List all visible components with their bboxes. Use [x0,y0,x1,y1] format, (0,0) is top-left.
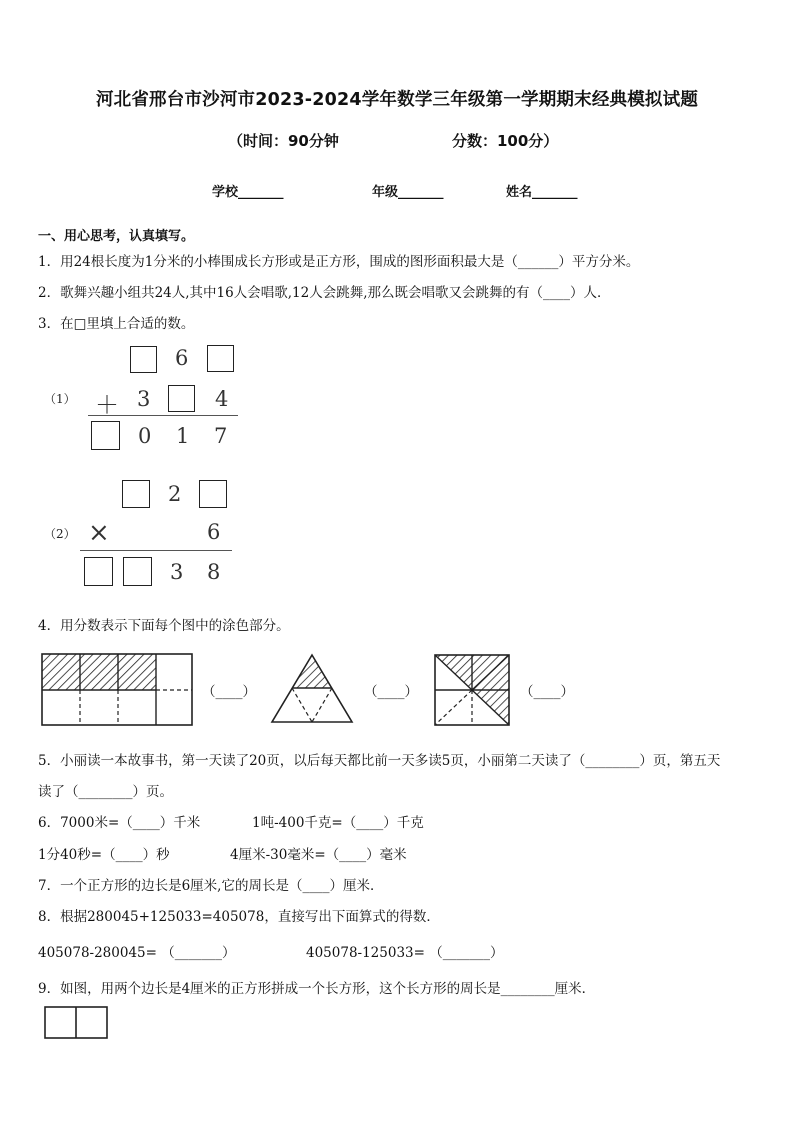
question-6-d: 4厘米-30毫米=（____）毫米 [230,847,407,863]
digit: 6 [175,346,189,370]
question-6-c: 1分40秒=（____）秒 [38,847,170,863]
question-6-b: 1吨-400千克=（____）千克 [252,815,424,831]
figure-triangle [272,655,352,722]
question-5-line-2: 读了（________）页。 [38,784,173,800]
question-8-a: 405078-280045= （_______） [38,945,236,961]
digit: 7 [214,424,228,448]
question-8: 8．根据280045+125033=405078，直接写出下面算式的得数． [38,909,440,925]
section-heading: 一、用心思考，认真填写。 [38,229,195,244]
figure-3-answer[interactable]: （____） [520,684,574,700]
figure-rectangle [42,654,192,725]
puzzle-1-label: （1） [44,392,76,406]
grade-field[interactable]: 年级_______ [372,185,444,200]
page-title: 河北省邢台市沙河市2023-2024学年数学三年级第一学期期末经典模拟试题 [95,90,699,110]
figure-square [435,655,509,725]
question-7: 7．一个正方形的边长是6厘米,它的周长是（____）厘米． [38,878,384,894]
puzzle-2-label: （2） [44,527,76,541]
question-8-b: 405078-125033= （_______） [306,945,504,961]
figure-2-answer[interactable]: （____） [364,684,418,700]
two-squares-figure [44,1006,110,1040]
figure-1-answer[interactable]: （____） [202,684,256,700]
exam-time: （时间：90分钟 [228,132,339,150]
name-field[interactable]: 姓名_______ [506,185,578,200]
digit: 8 [207,560,221,584]
digit: 3 [137,387,151,411]
digit: 3 [170,560,184,584]
school-field[interactable]: 学校_______ [212,185,284,200]
question-3: 3．在□里填上合适的数。 [38,316,195,332]
question-9: 9．如图，用两个边长是4厘米的正方形拼成一个长方形，这个长方形的周长是________厘米． [38,981,596,997]
digit: 1 [176,424,190,448]
digit: 2 [168,482,182,506]
question-4: 4．用分数表示下面每个图中的涂色部分。 [38,618,290,634]
question-5-line-1: 5．小丽读一本故事书，第一天读了20页，以后每天都比前一天多读5页，小丽第二天读了（________）页，第五天 [38,753,721,769]
question-2: 2．歌舞兴趣小组共24人,其中16人会唱歌,12人会跳舞,那么既会唱歌又会跳舞的有（____）人． [38,285,611,301]
exam-score: 分数：100分） [452,132,559,150]
digit: 0 [138,424,152,448]
question-6-a: 6．7000米=（____）千米 [38,815,201,831]
digit: 6 [207,520,221,544]
digit: 4 [215,387,229,411]
multiply-sign: × [88,518,110,548]
question-1: 1．用24根长度为1分米的小棒围成长方形或是正方形，围成的图形面积最大是（______）平方分米。 [38,254,640,270]
plus-sign: ＋ [95,391,119,419]
